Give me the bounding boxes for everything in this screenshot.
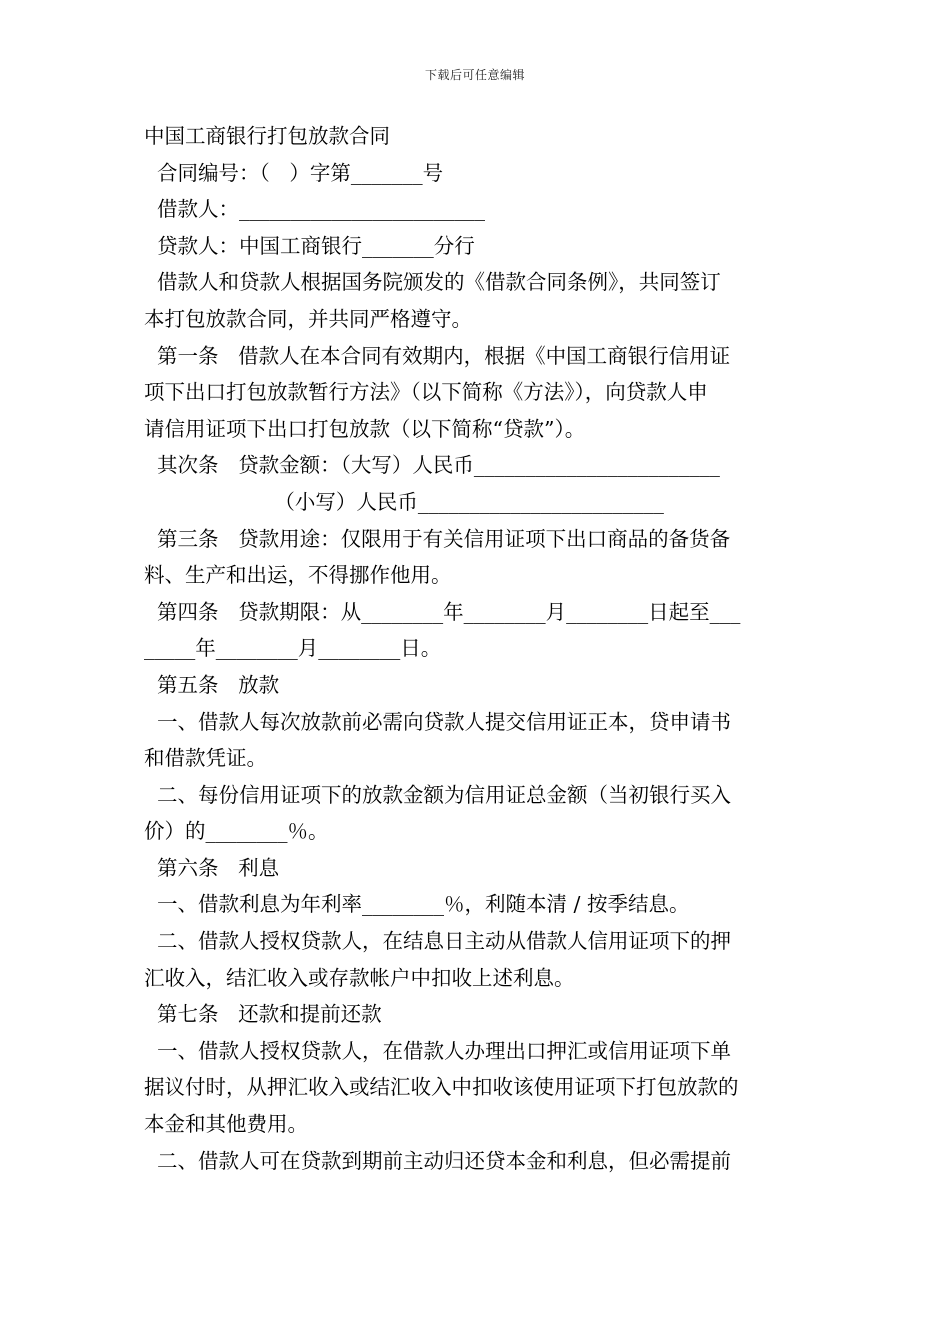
lender-line: 贷款人：中国工商银行_______分行 xyxy=(144,233,475,258)
article-4-line-2: _____年________月________日。 xyxy=(144,636,442,661)
article-3-line-2: 料、生产和出运，不得挪作他用。 xyxy=(144,563,452,588)
article-5-item-1-line-1: 一、借款人每次放款前必需向贷款人提交信用证正本，贷申请书 xyxy=(144,709,732,734)
article-5-item-2-line-1: 二、每份信用证项下的放款金额为信用证总金额（当初银行买入 xyxy=(144,782,732,807)
page-header-note: 下载后可任意编辑 xyxy=(424,68,525,82)
contract-title: 中国工商银行打包放款合同 xyxy=(144,124,390,148)
article-5-item-2-line-2: 价）的________％。 xyxy=(144,819,329,844)
article-7-item-1-line-2: 据议付时，从押汇收入或结汇收入中扣收该使用证项下打包放款的 xyxy=(144,1075,739,1100)
borrower-line: 借款人：________________________ xyxy=(144,197,486,222)
article-2-amount-words: 其次条 贷款金额：（大写）人民币________________________ xyxy=(144,453,720,478)
article-5-heading: 第五条 放款 xyxy=(144,672,280,697)
preamble-line-1: 借款人和贷款人根据国务院颁发的《借款合同条例》，共同签订 xyxy=(144,270,721,295)
article-4-line-1: 第四条 贷款期限：从________年________月________日起至___ xyxy=(144,599,741,624)
article-7-item-1-line-3: 本金和其他费用。 xyxy=(144,1112,308,1137)
article-6-item-2-line-2: 汇收入，结汇收入或存款帐户中扣收上述利息。 xyxy=(144,965,575,990)
article-1-line-2: 项下出口打包放款暂行方法》（以下简称《方法》），向贷款人申 xyxy=(144,380,708,405)
article-7-item-2-line-1: 二、借款人可在贷款到期前主动归还贷本金和利息，但必需提前 xyxy=(144,1148,732,1173)
article-6-heading: 第六条 利息 xyxy=(144,855,280,880)
article-1-line-1: 第一条 借款人在本合同有效期内，根据《中国工商银行信用证 xyxy=(144,343,731,368)
preamble-line-2: 本打包放款合同，并共同严格遵守。 xyxy=(144,306,472,331)
article-3-line-1: 第三条 贷款用途：仅限用于有关信用证项下出口商品的备货备 xyxy=(144,526,731,551)
article-6-item-1: 一、借款利息为年利率________％，利随本清 / 按季结息。 xyxy=(144,892,690,917)
contract-number-line: 合同编号：（ ）字第_______号 xyxy=(144,160,444,185)
article-7-item-1-line-1: 一、借款人授权贷款人，在借款人办理出口押汇或信用证项下单 xyxy=(144,1038,732,1063)
contract-body xyxy=(144,118,809,1179)
article-2-amount-figures: （小写）人民币________________________ xyxy=(144,489,664,514)
article-1-line-3: 请信用证项下出口打包放款（以下简称“贷款”）。 xyxy=(144,416,586,441)
article-7-heading: 第七条 还款和提前还款 xyxy=(144,1002,382,1027)
article-6-item-2-line-1: 二、借款人授权贷款人，在结息日主动从借款人信用证项下的押 xyxy=(144,929,732,954)
article-5-item-1-line-2: 和借款凭证。 xyxy=(144,746,267,771)
